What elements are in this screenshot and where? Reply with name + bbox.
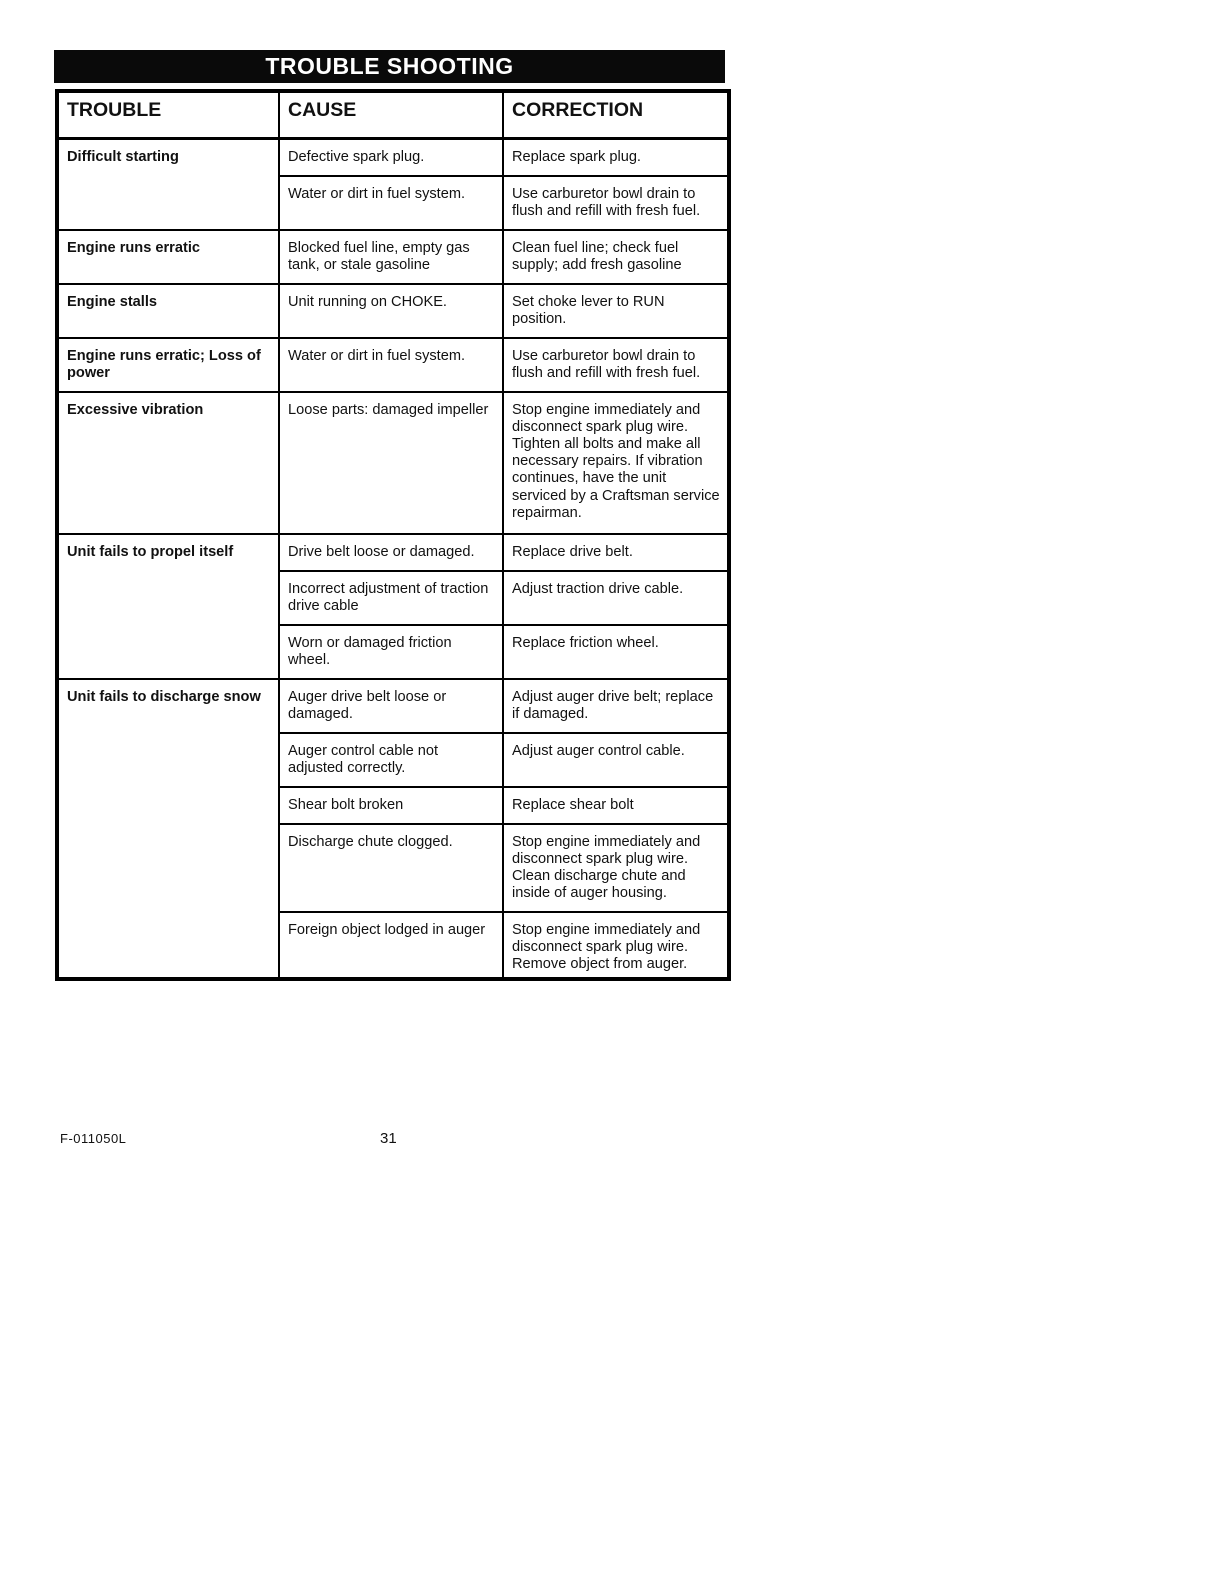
header-trouble: TROUBLE	[57, 91, 279, 139]
cause-cell: Defective spark plug.	[279, 139, 503, 176]
correction-cell: Replace friction wheel.	[503, 625, 729, 679]
table-row	[57, 284, 729, 338]
correction-cell: Stop engine immediately and disconnect spark plug wire. Tighten all bolts and make all necessary repairs. If vibration continues, have the unit serviced by a Craftsman service repairman.	[503, 392, 729, 534]
correction-cell: Stop engine immediately and disconnect spark plug wire. Remove object from auger.	[503, 912, 729, 979]
cause-cell: Incorrect adjustment of traction drive cable	[279, 571, 503, 625]
header-row	[57, 91, 729, 139]
cause-cell: Auger control cable not adjusted correctly.	[279, 733, 503, 787]
header-cause: CAUSE	[279, 91, 503, 139]
page-number: 31	[380, 1130, 397, 1147]
correction-cell: Stop engine immediately and disconnect spark plug wire. Clean discharge chute and inside of auger housing.	[503, 824, 729, 912]
table-row	[57, 230, 729, 284]
cause-cell: Worn or damaged friction wheel.	[279, 625, 503, 679]
cause-cell: Shear bolt broken	[279, 787, 503, 824]
cause-cell: Discharge chute clogged.	[279, 824, 503, 912]
cause-cell: Water or dirt in fuel system.	[279, 338, 503, 392]
page-title: TROUBLE SHOOTING	[54, 50, 725, 83]
cause-cell: Auger drive belt loose or damaged.	[279, 679, 503, 733]
correction-cell: Adjust auger control cable.	[503, 733, 729, 787]
cause-cell: Blocked fuel line, empty gas tank, or stale gasoline	[279, 230, 503, 284]
table-row	[57, 392, 729, 534]
correction-cell: Use carburetor bowl drain to flush and refill with fresh fuel.	[503, 176, 729, 230]
table-row	[57, 679, 729, 733]
troubleshooting-table	[55, 89, 731, 981]
correction-cell: Replace shear bolt	[503, 787, 729, 824]
cause-cell: Water or dirt in fuel system.	[279, 176, 503, 230]
correction-cell: Set choke lever to RUN position.	[503, 284, 729, 338]
trouble-cell: Engine runs erratic; Loss of power	[57, 338, 279, 392]
header-correction: CORRECTION	[503, 91, 729, 139]
document-code: F-011050L	[60, 1131, 127, 1146]
table-row	[57, 338, 729, 392]
trouble-cell: Engine runs erratic	[57, 230, 279, 284]
trouble-cell: Engine stalls	[57, 284, 279, 338]
cause-cell: Loose parts: damaged impeller	[279, 392, 503, 534]
correction-cell: Adjust auger drive belt; replace if damaged.	[503, 679, 729, 733]
correction-cell: Use carburetor bowl drain to flush and refill with fresh fuel.	[503, 338, 729, 392]
correction-cell: Clean fuel line; check fuel supply; add fresh gasoline	[503, 230, 729, 284]
trouble-cell: Excessive vibration	[57, 392, 279, 534]
trouble-cell: Unit fails to propel itself	[57, 534, 279, 679]
correction-cell: Replace spark plug.	[503, 139, 729, 176]
correction-cell: Adjust traction drive cable.	[503, 571, 729, 625]
cause-cell: Unit running on CHOKE.	[279, 284, 503, 338]
table-row	[57, 534, 729, 571]
correction-cell: Replace drive belt.	[503, 534, 729, 571]
cause-cell: Foreign object lodged in auger	[279, 912, 503, 979]
trouble-cell: Difficult starting	[57, 139, 279, 230]
table-row	[57, 139, 729, 176]
cause-cell: Drive belt loose or damaged.	[279, 534, 503, 571]
trouble-cell: Unit fails to discharge snow	[57, 679, 279, 979]
